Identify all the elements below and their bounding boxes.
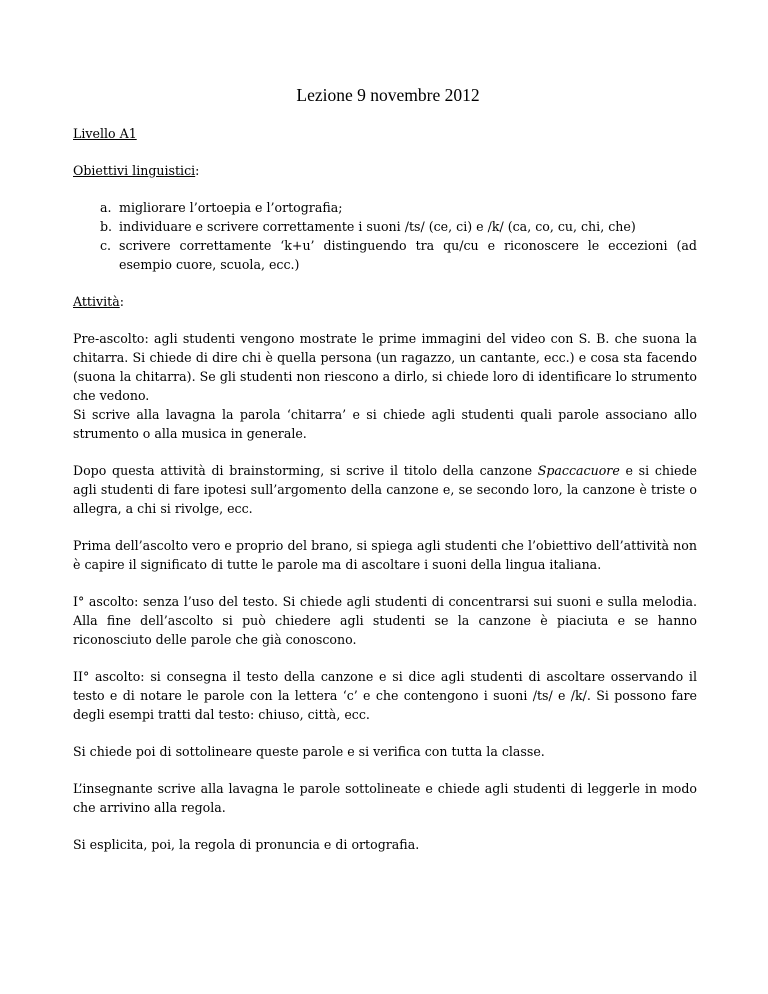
- activities-heading-text: Attività: [73, 294, 120, 309]
- objectives-list: [73, 198, 697, 274]
- list-item: [73, 217, 697, 236]
- song-title: Spaccacuore: [537, 463, 620, 478]
- paragraph-second-listening: II° ascolto: si consegna il testo della canzone e si dice agli studenti di ascoltare osservando il testo e di notare le parole con la lettera ‘c’ e che contengono i suoni /ts/ e /k/. Si possono fare degli esempi tratti dal testo: chiuso, città, ecc.: [73, 669, 697, 722]
- list-item-text: individuare e scrivere correttamente i suoni /ts/ (ce, ci) e /k/ (ca, co, cu, chi, che): [119, 219, 636, 234]
- paragraph-pre-listening: Pre-ascolto: agli studenti vengono mostrate le prime immagini del video con S. B. che suona la chitarra. Si chiede di dire chi è quella persona (un ragazzo, un cantante, ecc.) e cosa sta facendo (suona la chitarra). Se gli studenti non riescono a dirlo, si chiede loro di identificare lo strumento che vedono.: [73, 331, 697, 403]
- document-title: Lezione 9 novembre 2012: [296, 85, 480, 105]
- activities-heading: [73, 292, 697, 311]
- list-marker: b.: [100, 219, 113, 234]
- paragraph-chitarra: Si scrive alla lavagna la parola ‘chitarra’ e si chiede agli studenti quali parole associano allo strumento o alla musica in generale.: [73, 407, 697, 441]
- paragraph-rule: Si esplicita, poi, la regola di pronuncia e di ortografia.: [73, 837, 420, 852]
- list-item: [73, 236, 697, 274]
- paragraph-listening-goal: Prima dell’ascolto vero e proprio del brano, si spiega agli studenti che l’obiettivo dell’attività non è capire il significato di tutte le parole ma di ascoltare i suoni della lingua italiana.: [73, 538, 697, 572]
- list-item: [73, 198, 697, 217]
- paragraph-first-listening: I° ascolto: senza l’uso del testo. Si chiede agli studenti di concentrarsi sui suoni e sulla melodia. Alla fine dell’ascolto si può chiedere agli studenti se la canzone è piaciuta e se hanno riconosciuto delle parole che già conoscono.: [73, 594, 697, 647]
- level-text: Livello A1: [73, 126, 137, 141]
- paragraph-brainstorming: [73, 461, 697, 518]
- objectives-heading: [73, 161, 697, 180]
- objectives-heading-text: Obiettivi linguistici: [73, 163, 196, 178]
- paragraph-brainstorming-end: e si chiede agli studenti di fare ipotesi sull’argomento della canzone e, se secondo loro, la canzone è triste o allegra, a chi si rivolge, ecc.: [73, 463, 697, 516]
- activities-heading-colon: :: [119, 294, 124, 309]
- level-label: [73, 124, 697, 143]
- list-marker: c.: [100, 238, 112, 253]
- list-item-text: scrivere correttamente ‘k+u’ distinguendo tra qu/cu e riconoscere le eccezioni (ad esempio cuore, scuola, ecc.): [119, 238, 697, 272]
- paragraph-teacher-board: L’insegnante scrive alla lavagna le parole sottolineate e chiede agli studenti di leggerle in modo che arrivino alla regola.: [73, 781, 697, 815]
- objectives-heading-colon: :: [195, 163, 200, 178]
- list-marker: a.: [100, 200, 112, 215]
- paragraph-underline: Si chiede poi di sottolineare queste parole e si verifica con tutta la classe.: [73, 744, 545, 759]
- paragraph-brainstorming-start: Dopo questa attività di brainstorming, si scrive il titolo della canzone: [73, 463, 538, 478]
- list-item-text: migliorare l’ortoepia e l’ortografia;: [119, 200, 343, 215]
- document-body: [73, 124, 697, 854]
